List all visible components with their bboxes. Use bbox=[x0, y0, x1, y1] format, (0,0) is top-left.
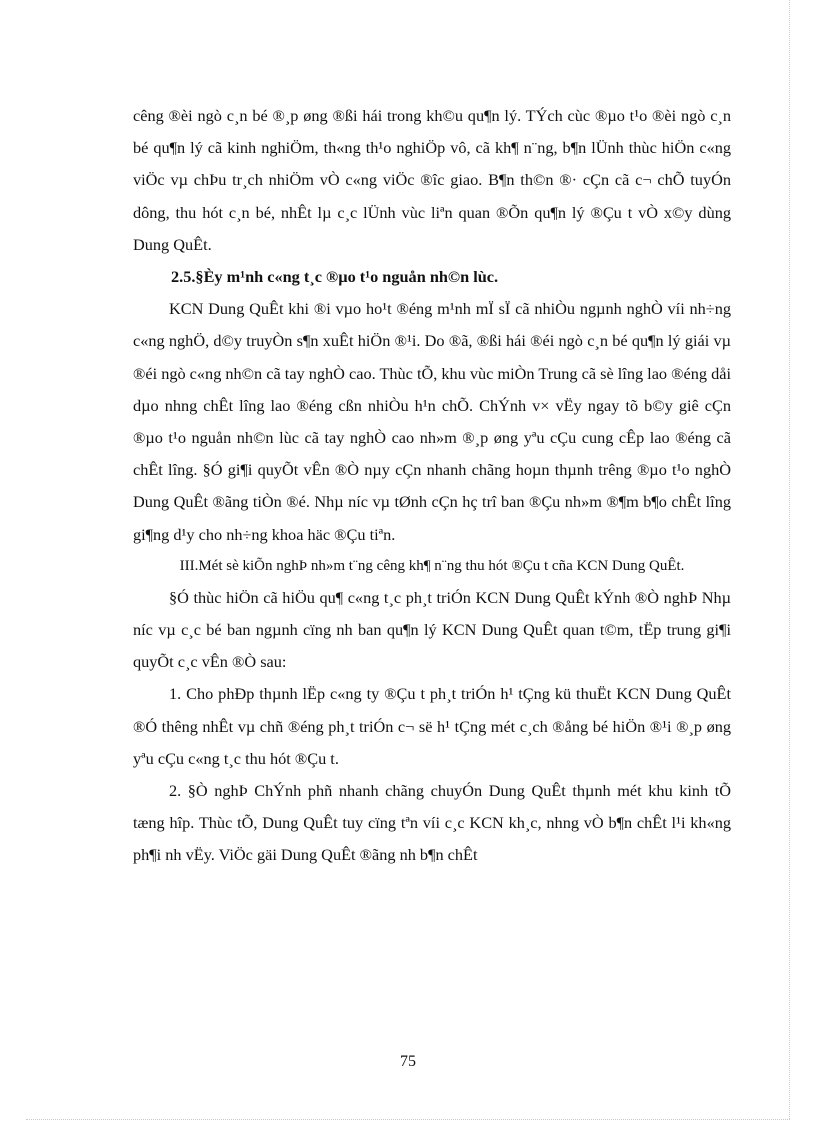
paragraph-human-resources: KCN Dung QuÊt khi ®i vµo ho¹t ®éng m¹nh mÏ sÏ cã nhiÒu ngµnh nghÒ víi nh÷ng c«ng nghÖ, d©y truyÒn s¶n xuÊt hiÖn ®¹i. Do ®ã, ®ßi hái ®éi ngò c¸n bé qu¶n lý giái vµ ®éi ngò c«ng nh©n cã tay nghÒ cao. Thùc tÕ, khu vùc miÒn Trung cã sè lîng lao ®éng dåi dµo nhng chÊt lîng lao ®éng cßn nhiÒu h¹n chÕ. ChÝnh v× vËy ngay tõ b©y giê cÇn ®µo t¹o nguån nh©n lùc cã tay nghÒ cao nh»m ®¸p øng yªu cÇu cung cÊp lao ®éng cã chÊt lîng. §Ó gi¶i quyÕt vÊn ®Ò nµy cÇn nhanh chãng hoµn thµnh trêng ®µo t¹o nghÒ Dung QuÊt ®ãng tiÒn ®é. Nhµ níc vµ tØnh cÇn hç trî ban ®Çu nh»m ®¶m b¶o chÊt lîng gi¶ng d¹y cho nh÷ng khoa häc ®Çu tiªn. bbox=[133, 299, 731, 544]
recommendation-item-2: 2. §Ò nghÞ ChÝnh phñ nhanh chãng chuyÓn Dung QuÊt thµnh mét khu kinh tÕ tæng hîp. Thùc tÕ, Dung QuÊt tuy cïng tªn víi c¸c KCN kh¸c, nhng vÒ b¶n chÊt l¹i kh«ng ph¶i nh vËy. ViÖc gäi Dung QuÊt ®ãng nh b¶n chÊt bbox=[133, 781, 731, 865]
paragraph-staff-training: cêng ®èi ngò c¸n bé ®¸p øng ®ßi hái trong kh©u qu¶n lý. TÝch cùc ®µo t¹o ®èi ngò c¸n bé qu¶n lý cã kinh nghiÖm, th«ng th¹o nghiÖp vô, cã kh¶ n¨ng, b¶n lÜnh thùc hiÖn c«ng viÖc vµ chÞu tr¸ch nhiÖm vÒ c«ng viÖc ®îc giao. B¶n th©n ®· cÇn cã c¬ chÕ tuyÓn dông, thu hót c¸n bé, nhÊt lµ c¸c lÜnh vùc liªn quan ®Õn qu¶n lý ®Çu t vÒ x©y dùng Dung QuÊt. bbox=[133, 106, 731, 254]
section-heading-2-5: 2.5.§Èy m¹nh c«ng t¸c ®µo t¹o nguån nh©n lùc. bbox=[171, 267, 499, 287]
page-side-rule bbox=[789, 0, 790, 1119]
page-body bbox=[133, 100, 731, 872]
page-number: 75 bbox=[400, 1053, 416, 1070]
paragraph-recommendations-intro: §Ó thùc hiÖn cã hiÖu qu¶ c«ng t¸c ph¸t triÓn KCN Dung QuÊt kÝnh ®Ò nghÞ Nhµ níc vµ c¸c bé ban ngµnh cïng nh ban qu¶n lý KCN Dung QuÊt quan t©m, tËp trung gi¶i quyÕt c¸c vÊn ®Ò sau: bbox=[133, 587, 731, 672]
recommendation-item-1: 1. Cho phÐp thµnh lËp c«ng ty ®Çu t ph¸t triÓn h¹ tÇng kü thuËt KCN Dung QuÊt ®Ó thêng nhÊt vµ chñ ®éng ph¸t triÓn c¬ së h¹ tÇng mét c¸ch ®ång bé hiÖn ®¹i ®¸p øng yªu cÇu c«ng t¸c thu hót ®Çu t. bbox=[133, 684, 731, 768]
page-bottom-rule bbox=[26, 1119, 790, 1120]
section-heading-iii: III.Mét sè kiÕn nghÞ nh»m t¨ng cêng kh¶ n¨ng thu hót ®Çu t cña KCN Dung QuÊt. bbox=[179, 557, 685, 574]
